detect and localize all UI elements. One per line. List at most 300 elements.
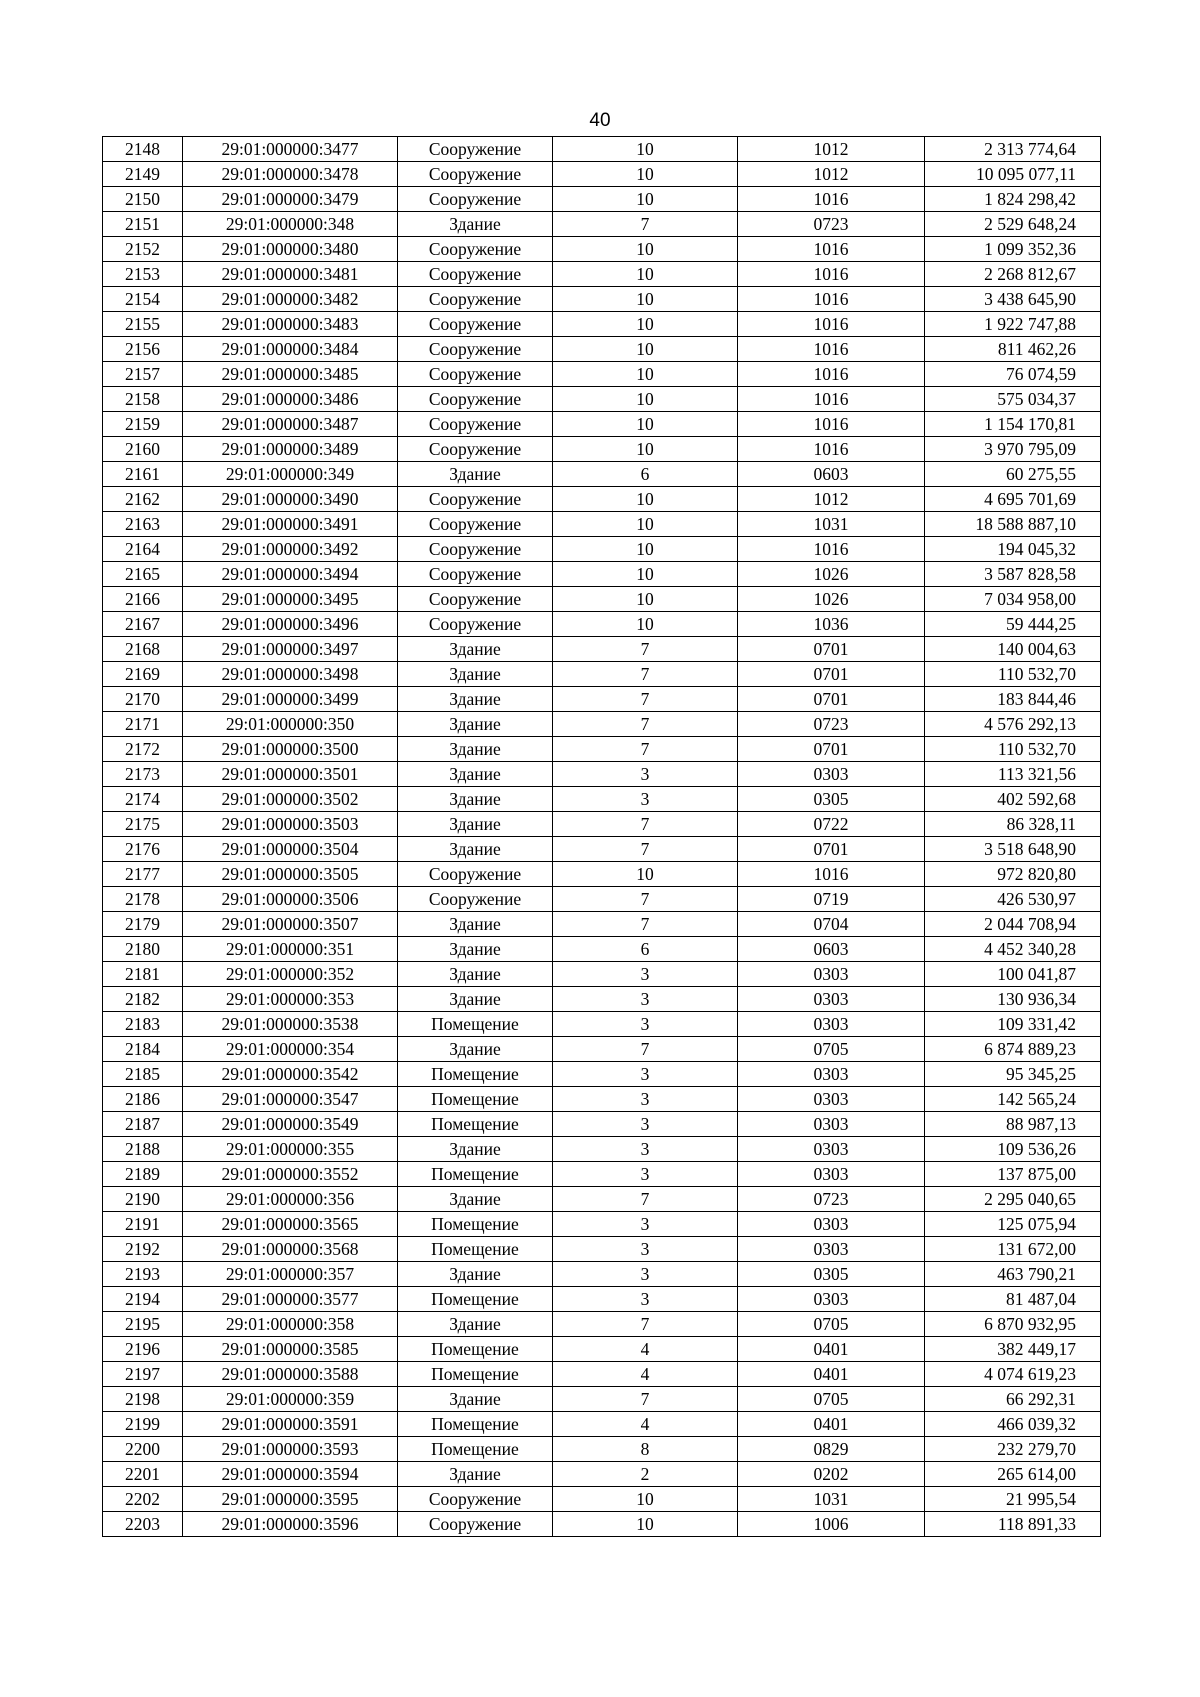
table-row [103, 1312, 1101, 1337]
subgroup-code-cell: 0303 [738, 762, 925, 787]
object-type-cell: Здание [398, 637, 553, 662]
object-type-cell: Сооружение [398, 612, 553, 637]
object-type-cell: Здание [398, 762, 553, 787]
object-type-cell: Сооружение [398, 587, 553, 612]
subgroup-code-cell: 0303 [738, 987, 925, 1012]
row-number-cell: 2162 [103, 487, 183, 512]
cadastral-number-cell: 29:01:000000:351 [183, 937, 398, 962]
row-number-cell: 2178 [103, 887, 183, 912]
row-number-cell: 2155 [103, 312, 183, 337]
group-cell: 10 [553, 262, 738, 287]
table-row [103, 212, 1101, 237]
cadastral-value-cell: 6 874 889,23 [925, 1037, 1101, 1062]
cadastral-number-cell: 29:01:000000:3595 [183, 1487, 398, 1512]
table-row [103, 1162, 1101, 1187]
subgroup-code-cell: 1016 [738, 362, 925, 387]
row-number-cell: 2194 [103, 1287, 183, 1312]
cadastral-number-cell: 29:01:000000:3496 [183, 612, 398, 637]
table-row [103, 962, 1101, 987]
row-number-cell: 2183 [103, 1012, 183, 1037]
table-row [103, 337, 1101, 362]
table-row [103, 887, 1101, 912]
row-number-cell: 2179 [103, 912, 183, 937]
subgroup-code-cell: 0303 [738, 1062, 925, 1087]
table-row [103, 387, 1101, 412]
row-number-cell: 2176 [103, 837, 183, 862]
group-cell: 3 [553, 987, 738, 1012]
cadastral-value-cell: 3 970 795,09 [925, 437, 1101, 462]
table-row [103, 512, 1101, 537]
cadastral-number-cell: 29:01:000000:358 [183, 1312, 398, 1337]
cadastral-value-cell: 10 095 077,11 [925, 162, 1101, 187]
cadastral-value-cell: 131 672,00 [925, 1237, 1101, 1262]
cadastral-value-cell: 21 995,54 [925, 1487, 1101, 1512]
cadastral-value-cell: 232 279,70 [925, 1437, 1101, 1462]
group-cell: 10 [553, 287, 738, 312]
group-cell: 4 [553, 1337, 738, 1362]
group-cell: 7 [553, 812, 738, 837]
table-row [103, 787, 1101, 812]
object-type-cell: Здание [398, 1187, 553, 1212]
cadastral-number-cell: 29:01:000000:359 [183, 1387, 398, 1412]
row-number-cell: 2156 [103, 337, 183, 362]
group-cell: 7 [553, 887, 738, 912]
subgroup-code-cell: 1016 [738, 387, 925, 412]
group-cell: 10 [553, 1512, 738, 1537]
cadastral-value-cell: 86 328,11 [925, 812, 1101, 837]
cadastral-value-cell: 7 034 958,00 [925, 587, 1101, 612]
cadastral-number-cell: 29:01:000000:3585 [183, 1337, 398, 1362]
row-number-cell: 2199 [103, 1412, 183, 1437]
cadastral-number-cell: 29:01:000000:3497 [183, 637, 398, 662]
table-row [103, 137, 1101, 162]
table-row [103, 362, 1101, 387]
subgroup-code-cell: 0701 [738, 637, 925, 662]
group-cell: 10 [553, 337, 738, 362]
group-cell: 7 [553, 712, 738, 737]
cadastral-value-cell: 463 790,21 [925, 1262, 1101, 1287]
row-number-cell: 2172 [103, 737, 183, 762]
cadastral-value-cell: 110 532,70 [925, 737, 1101, 762]
subgroup-code-cell: 1012 [738, 162, 925, 187]
object-type-cell: Помещение [398, 1112, 553, 1137]
table-row [103, 1337, 1101, 1362]
table-row [103, 912, 1101, 937]
object-type-cell: Сооружение [398, 437, 553, 462]
cadastral-value-cell: 18 588 887,10 [925, 512, 1101, 537]
table-row [103, 662, 1101, 687]
cadastral-number-cell: 29:01:000000:3499 [183, 687, 398, 712]
table-row [103, 987, 1101, 1012]
group-cell: 3 [553, 1287, 738, 1312]
cadastral-number-cell: 29:01:000000:3485 [183, 362, 398, 387]
table-row [103, 1212, 1101, 1237]
cadastral-number-cell: 29:01:000000:3503 [183, 812, 398, 837]
group-cell: 10 [553, 187, 738, 212]
cadastral-number-cell: 29:01:000000:3480 [183, 237, 398, 262]
table-row [103, 762, 1101, 787]
object-type-cell: Сооружение [398, 562, 553, 587]
cadastral-number-cell: 29:01:000000:3477 [183, 137, 398, 162]
table-row [103, 812, 1101, 837]
object-type-cell: Здание [398, 662, 553, 687]
table-row [103, 487, 1101, 512]
object-type-cell: Сооружение [398, 262, 553, 287]
group-cell: 3 [553, 1062, 738, 1087]
group-cell: 10 [553, 412, 738, 437]
subgroup-code-cell: 0303 [738, 1112, 925, 1137]
group-cell: 3 [553, 787, 738, 812]
group-cell: 10 [553, 862, 738, 887]
object-type-cell: Здание [398, 987, 553, 1012]
cadastral-number-cell: 29:01:000000:3588 [183, 1362, 398, 1387]
group-cell: 10 [553, 362, 738, 387]
row-number-cell: 2189 [103, 1162, 183, 1187]
group-cell: 7 [553, 662, 738, 687]
table-row [103, 1437, 1101, 1462]
group-cell: 10 [553, 612, 738, 637]
table-row [103, 1012, 1101, 1037]
group-cell: 10 [553, 1487, 738, 1512]
cadastral-value-cell: 382 449,17 [925, 1337, 1101, 1362]
subgroup-code-cell: 1006 [738, 1512, 925, 1537]
cadastral-value-cell: 3 438 645,90 [925, 287, 1101, 312]
subgroup-code-cell: 0202 [738, 1462, 925, 1487]
cadastral-number-cell: 29:01:000000:3482 [183, 287, 398, 312]
cadastral-value-cell: 402 592,68 [925, 787, 1101, 812]
object-type-cell: Сооружение [398, 512, 553, 537]
subgroup-code-cell: 1016 [738, 437, 925, 462]
group-cell: 10 [553, 312, 738, 337]
row-number-cell: 2167 [103, 612, 183, 637]
cadastral-number-cell: 29:01:000000:3478 [183, 162, 398, 187]
table-row [103, 1462, 1101, 1487]
group-cell: 3 [553, 762, 738, 787]
row-number-cell: 2154 [103, 287, 183, 312]
group-cell: 4 [553, 1362, 738, 1387]
object-type-cell: Помещение [398, 1212, 553, 1237]
cadastral-value-cell: 1 099 352,36 [925, 237, 1101, 262]
subgroup-code-cell: 0305 [738, 787, 925, 812]
table-row [103, 262, 1101, 287]
group-cell: 10 [553, 487, 738, 512]
object-type-cell: Сооружение [398, 137, 553, 162]
table-row [103, 1187, 1101, 1212]
group-cell: 8 [553, 1437, 738, 1462]
object-type-cell: Сооружение [398, 387, 553, 412]
cadastral-number-cell: 29:01:000000:3593 [183, 1437, 398, 1462]
group-cell: 7 [553, 737, 738, 762]
group-cell: 10 [553, 162, 738, 187]
group-cell: 10 [553, 537, 738, 562]
table-row [103, 562, 1101, 587]
row-number-cell: 2193 [103, 1262, 183, 1287]
object-type-cell: Сооружение [398, 887, 553, 912]
object-type-cell: Помещение [398, 1237, 553, 1262]
group-cell: 7 [553, 687, 738, 712]
cadastral-value-cell: 2 044 708,94 [925, 912, 1101, 937]
table-row [103, 1037, 1101, 1062]
group-cell: 2 [553, 1462, 738, 1487]
cadastral-value-cell: 2 295 040,65 [925, 1187, 1101, 1212]
group-cell: 6 [553, 462, 738, 487]
cadastral-number-cell: 29:01:000000:3492 [183, 537, 398, 562]
table-row [103, 1387, 1101, 1412]
row-number-cell: 2150 [103, 187, 183, 212]
cadastral-value-cell: 3 518 648,90 [925, 837, 1101, 862]
object-type-cell: Помещение [398, 1012, 553, 1037]
cadastral-number-cell: 29:01:000000:3505 [183, 862, 398, 887]
subgroup-code-cell: 0603 [738, 462, 925, 487]
cadastral-value-cell: 130 936,34 [925, 987, 1101, 1012]
row-number-cell: 2195 [103, 1312, 183, 1337]
row-number-cell: 2166 [103, 587, 183, 612]
table-row [103, 162, 1101, 187]
subgroup-code-cell: 0303 [738, 1137, 925, 1162]
cadastral-number-cell: 29:01:000000:3591 [183, 1412, 398, 1437]
object-type-cell: Здание [398, 1137, 553, 1162]
table-row [103, 237, 1101, 262]
cadastral-value-cell: 88 987,13 [925, 1112, 1101, 1137]
group-cell: 6 [553, 937, 738, 962]
subgroup-code-cell: 0401 [738, 1337, 925, 1362]
group-cell: 4 [553, 1412, 738, 1437]
cadastral-value-cell: 81 487,04 [925, 1287, 1101, 1312]
row-number-cell: 2174 [103, 787, 183, 812]
row-number-cell: 2159 [103, 412, 183, 437]
row-number-cell: 2158 [103, 387, 183, 412]
cadastral-value-cell: 66 292,31 [925, 1387, 1101, 1412]
object-type-cell: Здание [398, 212, 553, 237]
table-row [103, 1362, 1101, 1387]
table-row [103, 687, 1101, 712]
registry-table-body [103, 137, 1101, 1537]
row-number-cell: 2182 [103, 987, 183, 1012]
table-row [103, 1487, 1101, 1512]
row-number-cell: 2151 [103, 212, 183, 237]
cadastral-number-cell: 29:01:000000:3487 [183, 412, 398, 437]
row-number-cell: 2181 [103, 962, 183, 987]
cadastral-value-cell: 118 891,33 [925, 1512, 1101, 1537]
group-cell: 10 [553, 562, 738, 587]
table-row [103, 187, 1101, 212]
table-row [103, 1062, 1101, 1087]
subgroup-code-cell: 1031 [738, 1487, 925, 1512]
registry-table [102, 136, 1101, 1537]
subgroup-code-cell: 0722 [738, 812, 925, 837]
cadastral-number-cell: 29:01:000000:350 [183, 712, 398, 737]
cadastral-value-cell: 113 321,56 [925, 762, 1101, 787]
row-number-cell: 2184 [103, 1037, 183, 1062]
object-type-cell: Здание [398, 787, 553, 812]
object-type-cell: Здание [398, 912, 553, 937]
table-row [103, 1237, 1101, 1262]
cadastral-value-cell: 426 530,97 [925, 887, 1101, 912]
row-number-cell: 2191 [103, 1212, 183, 1237]
subgroup-code-cell: 0401 [738, 1412, 925, 1437]
cadastral-value-cell: 2 313 774,64 [925, 137, 1101, 162]
row-number-cell: 2168 [103, 637, 183, 662]
group-cell: 3 [553, 1087, 738, 1112]
object-type-cell: Помещение [398, 1412, 553, 1437]
row-number-cell: 2157 [103, 362, 183, 387]
cadastral-number-cell: 29:01:000000:3507 [183, 912, 398, 937]
object-type-cell: Здание [398, 837, 553, 862]
table-row [103, 287, 1101, 312]
cadastral-value-cell: 2 268 812,67 [925, 262, 1101, 287]
object-type-cell: Сооружение [398, 537, 553, 562]
cadastral-number-cell: 29:01:000000:353 [183, 987, 398, 1012]
table-row [103, 312, 1101, 337]
object-type-cell: Помещение [398, 1087, 553, 1112]
table-row [103, 462, 1101, 487]
cadastral-number-cell: 29:01:000000:3479 [183, 187, 398, 212]
cadastral-value-cell: 125 075,94 [925, 1212, 1101, 1237]
object-type-cell: Сооружение [398, 337, 553, 362]
group-cell: 7 [553, 1187, 738, 1212]
object-type-cell: Помещение [398, 1162, 553, 1187]
table-row [103, 1412, 1101, 1437]
row-number-cell: 2187 [103, 1112, 183, 1137]
object-type-cell: Сооружение [398, 162, 553, 187]
subgroup-code-cell: 0303 [738, 1212, 925, 1237]
cadastral-number-cell: 29:01:000000:354 [183, 1037, 398, 1062]
subgroup-code-cell: 0701 [738, 662, 925, 687]
cadastral-number-cell: 29:01:000000:3490 [183, 487, 398, 512]
group-cell: 7 [553, 212, 738, 237]
cadastral-value-cell: 100 041,87 [925, 962, 1101, 987]
row-number-cell: 2177 [103, 862, 183, 887]
cadastral-value-cell: 142 565,24 [925, 1087, 1101, 1112]
group-cell: 10 [553, 237, 738, 262]
cadastral-value-cell: 4 576 292,13 [925, 712, 1101, 737]
cadastral-value-cell: 575 034,37 [925, 387, 1101, 412]
subgroup-code-cell: 1026 [738, 587, 925, 612]
group-cell: 10 [553, 587, 738, 612]
table-row [103, 937, 1101, 962]
row-number-cell: 2169 [103, 662, 183, 687]
row-number-cell: 2198 [103, 1387, 183, 1412]
cadastral-value-cell: 183 844,46 [925, 687, 1101, 712]
cadastral-value-cell: 110 532,70 [925, 662, 1101, 687]
object-type-cell: Здание [398, 1037, 553, 1062]
subgroup-code-cell: 0303 [738, 1087, 925, 1112]
table-row [103, 587, 1101, 612]
table-row [103, 1287, 1101, 1312]
row-number-cell: 2201 [103, 1462, 183, 1487]
cadastral-number-cell: 29:01:000000:3500 [183, 737, 398, 762]
cadastral-number-cell: 29:01:000000:3506 [183, 887, 398, 912]
cadastral-number-cell: 29:01:000000:3498 [183, 662, 398, 687]
object-type-cell: Сооружение [398, 362, 553, 387]
cadastral-number-cell: 29:01:000000:3594 [183, 1462, 398, 1487]
object-type-cell: Здание [398, 462, 553, 487]
subgroup-code-cell: 0303 [738, 1012, 925, 1037]
cadastral-number-cell: 29:01:000000:3577 [183, 1287, 398, 1312]
object-type-cell: Сооружение [398, 287, 553, 312]
subgroup-code-cell: 1036 [738, 612, 925, 637]
subgroup-code-cell: 1016 [738, 537, 925, 562]
table-row [103, 612, 1101, 637]
cadastral-number-cell: 29:01:000000:3501 [183, 762, 398, 787]
object-type-cell: Здание [398, 1262, 553, 1287]
subgroup-code-cell: 1016 [738, 337, 925, 362]
cadastral-value-cell: 109 536,26 [925, 1137, 1101, 1162]
group-cell: 3 [553, 1237, 738, 1262]
cadastral-number-cell: 29:01:000000:3547 [183, 1087, 398, 1112]
group-cell: 3 [553, 1112, 738, 1137]
subgroup-code-cell: 0723 [738, 1187, 925, 1212]
row-number-cell: 2188 [103, 1137, 183, 1162]
cadastral-number-cell: 29:01:000000:3486 [183, 387, 398, 412]
object-type-cell: Здание [398, 737, 553, 762]
cadastral-number-cell: 29:01:000000:3552 [183, 1162, 398, 1187]
cadastral-number-cell: 29:01:000000:3494 [183, 562, 398, 587]
subgroup-code-cell: 1016 [738, 187, 925, 212]
group-cell: 7 [553, 837, 738, 862]
group-cell: 3 [553, 1162, 738, 1187]
row-number-cell: 2173 [103, 762, 183, 787]
subgroup-code-cell: 1016 [738, 412, 925, 437]
table-row [103, 712, 1101, 737]
row-number-cell: 2161 [103, 462, 183, 487]
table-row [103, 1512, 1101, 1537]
cadastral-value-cell: 76 074,59 [925, 362, 1101, 387]
cadastral-value-cell: 194 045,32 [925, 537, 1101, 562]
subgroup-code-cell: 0704 [738, 912, 925, 937]
row-number-cell: 2180 [103, 937, 183, 962]
subgroup-code-cell: 1016 [738, 287, 925, 312]
subgroup-code-cell: 0705 [738, 1312, 925, 1337]
subgroup-code-cell: 0305 [738, 1262, 925, 1287]
object-type-cell: Сооружение [398, 1487, 553, 1512]
subgroup-code-cell: 1016 [738, 312, 925, 337]
row-number-cell: 2196 [103, 1337, 183, 1362]
row-number-cell: 2185 [103, 1062, 183, 1087]
subgroup-code-cell: 1016 [738, 862, 925, 887]
row-number-cell: 2190 [103, 1187, 183, 1212]
subgroup-code-cell: 0701 [738, 837, 925, 862]
cadastral-value-cell: 59 444,25 [925, 612, 1101, 637]
subgroup-code-cell: 1012 [738, 137, 925, 162]
object-type-cell: Сооружение [398, 487, 553, 512]
row-number-cell: 2197 [103, 1362, 183, 1387]
object-type-cell: Здание [398, 812, 553, 837]
cadastral-number-cell: 29:01:000000:3504 [183, 837, 398, 862]
cadastral-value-cell: 140 004,63 [925, 637, 1101, 662]
cadastral-value-cell: 109 331,42 [925, 1012, 1101, 1037]
object-type-cell: Здание [398, 1387, 553, 1412]
object-type-cell: Помещение [398, 1437, 553, 1462]
row-number-cell: 2164 [103, 537, 183, 562]
row-number-cell: 2192 [103, 1237, 183, 1262]
subgroup-code-cell: 1016 [738, 262, 925, 287]
subgroup-code-cell: 0705 [738, 1387, 925, 1412]
subgroup-code-cell: 0701 [738, 737, 925, 762]
table-row [103, 412, 1101, 437]
object-type-cell: Помещение [398, 1362, 553, 1387]
cadastral-value-cell: 60 275,55 [925, 462, 1101, 487]
cadastral-number-cell: 29:01:000000:357 [183, 1262, 398, 1287]
row-number-cell: 2163 [103, 512, 183, 537]
object-type-cell: Сооружение [398, 412, 553, 437]
page-number: 40 [589, 110, 611, 131]
group-cell: 10 [553, 437, 738, 462]
group-cell: 7 [553, 1312, 738, 1337]
subgroup-code-cell: 0303 [738, 1287, 925, 1312]
row-number-cell: 2153 [103, 262, 183, 287]
cadastral-number-cell: 29:01:000000:3481 [183, 262, 398, 287]
